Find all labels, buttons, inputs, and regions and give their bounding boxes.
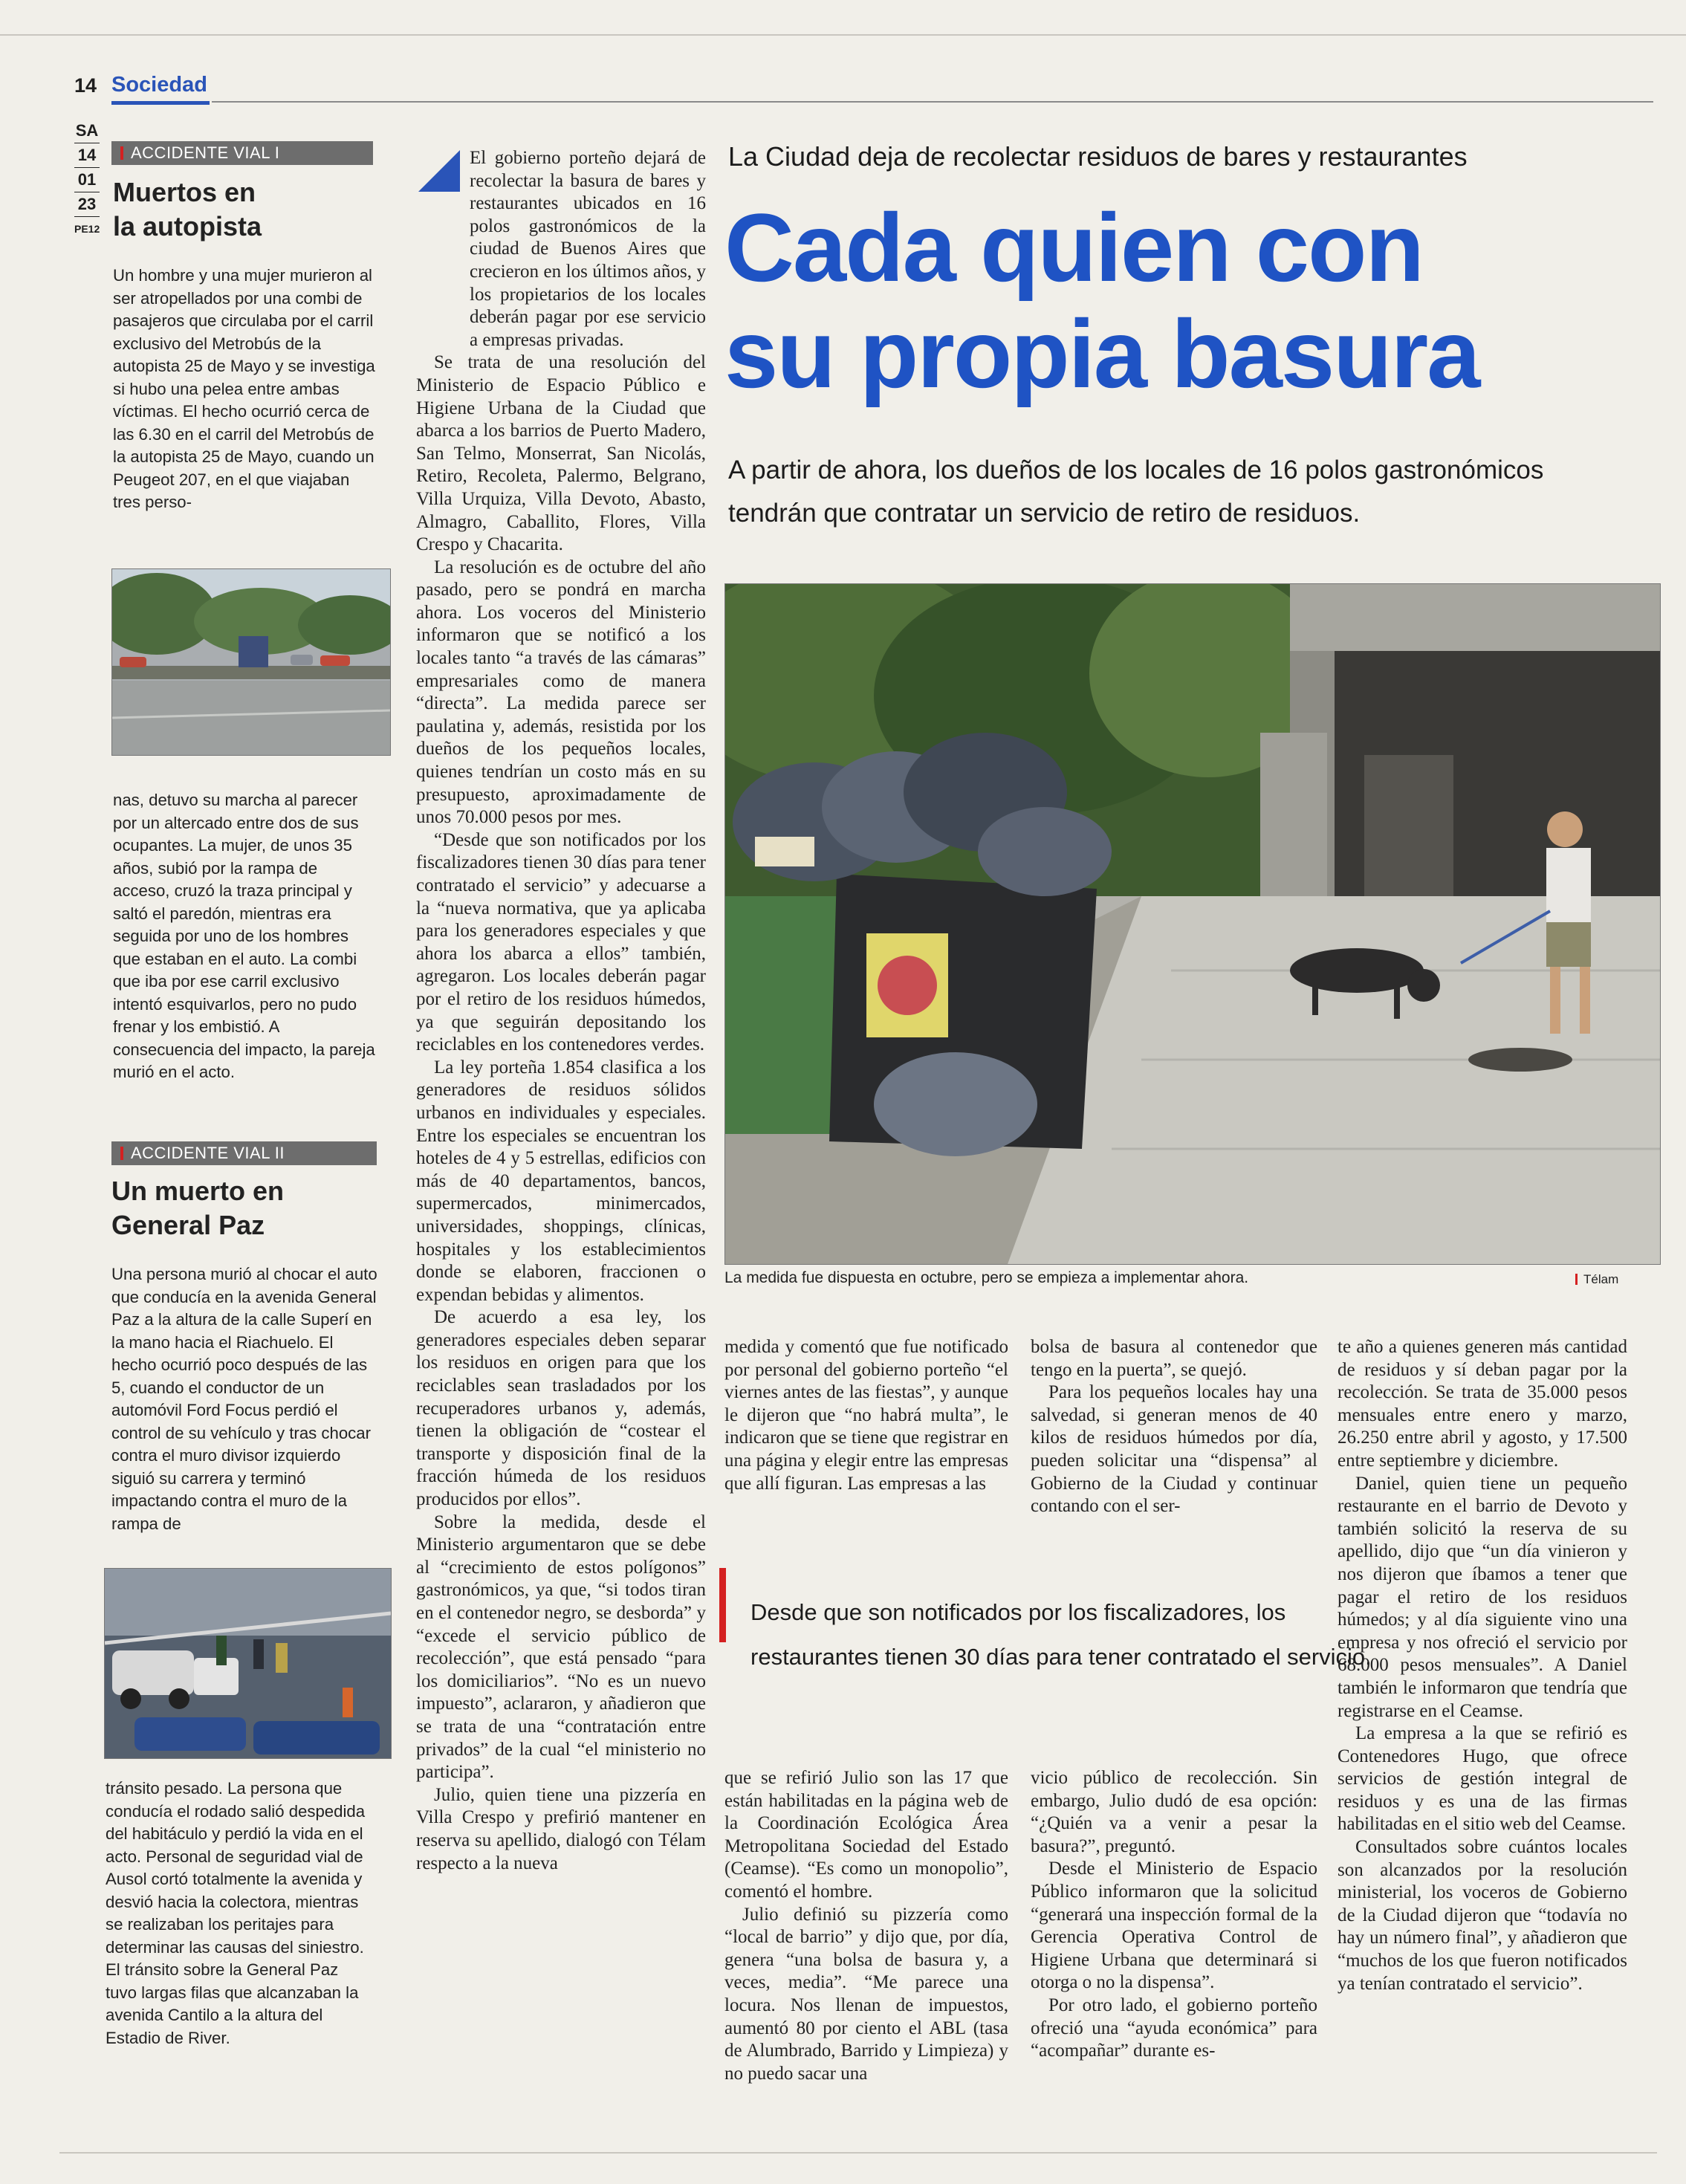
col1-paragraph-5: La ley porteña 1.854 clasifica a los generadores de residuos sólidos urbanos en individuales y especiales. Entre los especiales se encuentran los hoteles de 4 y 5 estrellas, edificios con más de 40 departamentos, bancos, supermercados, minimercados, universidades, shoppings, clínicas, hospitales y los establecimientos donde se elaboren, fraccionen o expendan bebidas y alimentos. [416, 1057, 706, 1305]
pullquote-accent [719, 1568, 726, 1642]
general-paz-crash-photo [104, 1568, 392, 1759]
story1-title [113, 175, 380, 244]
col4-paragraph-3: La empresa a la que se refirió es Contenedores Hugo, que ofrece servicios de gestión integral de residuos y es una de las firmas habilitadas en el sitio web del Ceamse. [1338, 1723, 1627, 1835]
article-column-2-bottom [724, 1767, 1008, 2085]
story1-paragraph-1: Un hombre y una mujer murieron al ser atropellados por una combi de pasajeros que circulaba por el carril exclusivo del Metrobús de la autopista 25 de Mayo y se investiga si hubo una pelea entre ambas víctimas. El hecho ocurrió cerca de las 6.30 en el carril del Metrobús de la autopista 25 de Mayo, cuando un Peugeot 207, en el que viajaban tres perso- [113, 266, 375, 511]
col1-paragraph-3: La resolución es de octubre del año pasado, pero se pondrá en marcha ahora. Los voceros del Ministerio informaron que se notificó a los locales tanto “a través de las cámaras” empresariales como de manera “directa”. La medida parece ser paulatina y, además, resistida por los dueños de los pequeños locales, quienes tendrían un costo más en su presupuesto, aproximadamente de unos 70.000 pesos por mes. [416, 557, 706, 828]
photo-caption: La medida fue dispuesta en octubre, pero se empieza a implementar ahora. [724, 1269, 1249, 1286]
headline-line2: su propia basura [724, 299, 1479, 408]
col3-paragraph-3: vicio público de recolección. Sin embargo, Julio dudó de esa opción: “¿Quién va a venir a pesar la basura?”, preguntó. [1031, 1768, 1317, 1856]
col2-paragraph-top: medida y comentó que fue notificado por personal del gobierno porteño “el viernes antes de las fiestas”, y aunque le dijeron que “no habrá multa”, le indicaron que se tiene que registrar en una página y elegir entre las empresas que allí figuran. Las empresas a las [724, 1337, 1008, 1494]
garbage-containers-photo [724, 583, 1661, 1265]
story2-body-bottom [106, 1778, 373, 2049]
col1-paragraph-4: “Desde que son notificados por los fiscalizadores tienen 30 días para tener contratado el servicio” y adecuarse a la “nueva normativa, que ya aplicaba para los generadores especiales y que ahora los abarca a ellos” también, agregaron. Los locales deberán pagar por el retiro de los residuos húmedos, ya que seguirán depositando los reciclables en los contenedores verdes. [416, 829, 706, 1055]
date-m: 01 [74, 168, 100, 192]
story2-paragraph-2: tránsito pesado. La persona que conducía el rodado salió despedida del habitáculo y perdió la vida en el acto. Personal de seguridad vial de Ausol cortó totalmente la avenida y desvió hacia la colectora, mientras se realizaban los peritajes para determinar las causas del siniestro. El tránsito sobre la General Paz tuvo largas filas que alcanzaban la avenida Cantilo a la altura del Estadio de River. [106, 1779, 366, 2047]
newspaper-logo: PE12 [74, 223, 100, 235]
col2-paragraph-2: Julio definió su pizzería como “local de barrio” y dijo que, por día, genera “una bolsa de basura y, a veces, media”. “Me parece una locura. Nos llenan de impuestos, aumentó 80 por ciento el ABL (tasa de Alumbrado, Barrido y Limpieza) y no puedo sacar una [724, 1904, 1008, 2084]
col1-paragraph-7: Sobre la medida, desde el Ministerio argumentaron que se debe al “crecimiento de estos polígonos” gastronómicos, ya que, “si todos tiran en el contenedor negro, se desborda” y “excede el servicio público de recolección”, que está pensado “para los domiciliarios”. “No es un nuevo impuesto”, aclararon, y añadieron que se trata de una “contratación entre privados” de la cual “el ministerio no participa”. [416, 1511, 706, 1783]
story2-paragraph-1: Una persona murió al chocar el auto que conducía en la avenida General Paz a la altura de la calle Superí en la mano hacia el Riachuelo. El hecho ocurrió poco después de las 5, cuando el conductor de un automóvil Ford Focus perdió el control de su vehículo y tras chocar contra el muro divisor izquierdo siguió su carrera y terminó impactando contra el muro de la rampa de [111, 1265, 377, 1533]
date-y: 23 [74, 192, 100, 217]
story1-title-line2: la autopista [113, 211, 262, 242]
article-column-3-bottom [1031, 1767, 1317, 2063]
dateline [74, 119, 100, 241]
article-column-4 [1338, 1336, 1627, 1995]
pullquote: Desde que son notificados por los fiscalizadores, los restaurantes tienen 30 días para tener contratado el servicio. [750, 1599, 1372, 1670]
col3-paragraph-1: bolsa de basura al contenedor que tengo en la puerta”, se quejó. [1031, 1337, 1317, 1380]
col2-paragraph-1: que se refirió Julio son las 17 que están habilitadas en la página web de la Coordinación Ecológica Área Metropolitana Sociedad del Estado (Ceamse). “Es como un monopolio”, comentó el hombre. [724, 1768, 1008, 1902]
story1-body-bottom [113, 789, 377, 1084]
col3-paragraph-5: Por otro lado, el gobierno porteño ofreció una “ayuda económica” para “acompañar” durante es- [1031, 1995, 1317, 2061]
story1-body-top [113, 265, 377, 514]
photo-credit: Télam [1575, 1272, 1618, 1287]
article-column-1 [416, 147, 706, 1875]
section-label-accidente-2: ACCIDENTE VIAL II [111, 1141, 377, 1165]
article-deck: A partir de ahora, los dueños de los locales de 16 polos gastronómicos tendrán que contratar un servicio de retiro de residuos. [728, 456, 1544, 528]
col4-paragraph-2: Daniel, quien tiene un pequeño restaurante en el barrio de Devoto y también solicitó la reserva de su apellido, dijo que “un día vinieron y nos dijeron que íbamos a tener que pagar el retiro de los residuos húmedos; y al día siguiente vino una empresa y nos ofreció el servicio por 68.000 pesos mensuales”. A Daniel también le informaron que tendría que registrarse en el Ceamse. [1338, 1473, 1627, 1721]
date-d: 14 [74, 143, 100, 168]
header-rule [212, 101, 1653, 103]
bottom-rule [59, 2152, 1657, 2154]
section-label-accidente-1: ACCIDENTE VIAL I [111, 141, 373, 165]
col1-paragraph-8: Julio, quien tiene una pizzería en Villa Crespo y prefirió mantener en reserva su apellido, dialogó con Télam respecto a la nueva [416, 1784, 706, 1873]
article-column-3-top [1031, 1336, 1317, 1518]
section-underline [111, 101, 210, 105]
story1-title-line1: Muertos en [113, 177, 256, 207]
col3-paragraph-2: Para los pequeños locales hay una salvedad, si generan menos de 40 kilos de residuos húmedos por día, pueden solicitar una “dispensa” al Gobierno de la Ciudad y continuar contando con el ser- [1031, 1382, 1317, 1517]
story2-body-top [111, 1263, 379, 1535]
col4-paragraph-1: te año a quienes generen más cantidad de residuos y sí deban pagar por la recolección. Se trata de 35.000 pesos mensuales entre enero y marzo, 26.250 entre abril y agosto, y 17.500 entre septiembre y diciembre. [1338, 1337, 1627, 1471]
highway-accident-photo [111, 568, 391, 756]
story2-title-line1: Un muerto en [111, 1176, 285, 1206]
col1-paragraph-1: El gobierno porteño dejará de recolectar la basura de bares y restaurantes ubicados en 16 polos gastronómicos de la ciudad de Buenos Aires que crecieron en los últimos años, y los propietarios de los locales deberán pagar por ese servicio a empresas privadas. [470, 148, 706, 350]
page-number: 14 [74, 74, 97, 97]
article-kicker: La Ciudad deja de recolectar residuos de bares y restaurantes [728, 141, 1468, 172]
col3-paragraph-4: Desde el Ministerio de Espacio Público informaron que la solicitud “generará una inspección formal de la Gerencia Operativa Control de Higiene Urbana que determinará si otorga o no la dispensa”. [1031, 1859, 1317, 1993]
col4-paragraph-4: Consultados sobre cuántos locales son alcanzados por la resolución ministerial, los voceros de Gobierno de la Ciudad dijeron que “todavía no hay un número final”, y añadieron que “muchos de los que fueron notificados ya tenían contratado el servicio”. [1338, 1837, 1627, 1994]
headline-line1: Cada quien con [724, 193, 1423, 302]
article-column-2-top [724, 1336, 1008, 1495]
story2-title-line2: General Paz [111, 1210, 265, 1240]
article-headline [724, 195, 1479, 407]
section-name: Sociedad [111, 73, 207, 97]
story2-title [111, 1174, 379, 1242]
col1-paragraph-6: De acuerdo a esa ley, los generadores especiales deben separar los residuos en origen para que los reciclables sean trasladados por los recuperadores urbanos y, además, tienen la obligación de “costear el transporte y disposición final de la fracción húmeda de los residuos producidos por ellos”. [416, 1307, 706, 1510]
story1-paragraph-2: nas, detuvo su marcha al parecer por un altercado entre dos de sus ocupantes. La mujer, de unos 35 años, subió por la rampa de acceso, cruzó la traza principal y saltó el paredón, mientras era seguida por uno de los hombres que estaban en el auto. La combi que iba por ese carril exclusivo intentó esquivarlos, pero no pudo frenar y los embistió. A consecuencia del impacto, la pareja murió en el acto. [113, 791, 375, 1081]
date-day: SA [74, 119, 100, 143]
col1-paragraph-2: Se trata de una resolución del Ministerio de Espacio Público e Higiene Urbana de la Ciudad que abarca a los barrios de Puerto Madero, San Telmo, Monserrat, San Nicolás, Retiro, Recoleta, Palermo, Belgrano, Villa Urquiza, Villa Devoto, Abasto, Almagro, Caballito, Flores, Villa Crespo y Chacarita. [416, 352, 706, 555]
top-rule [0, 34, 1686, 36]
